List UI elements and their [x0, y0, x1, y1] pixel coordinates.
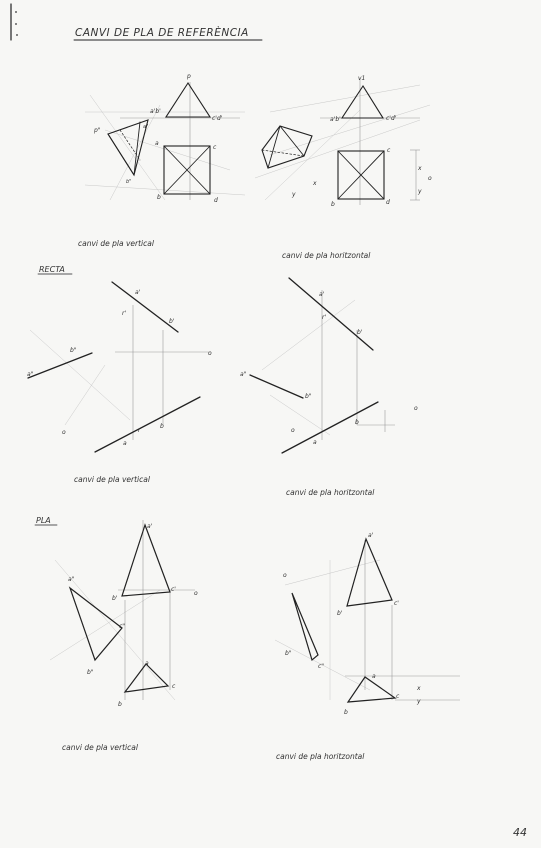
label-o-rl2: o [62, 429, 66, 436]
label-a: a [155, 140, 159, 147]
label-ab1: a'b' [150, 108, 161, 115]
figure-top-right [255, 75, 432, 208]
label-b1-pl: b' [112, 595, 118, 602]
caption-recta-left: canvi de pla vertical [74, 475, 150, 484]
label-y-pr: y [417, 698, 421, 705]
label-p: p [187, 73, 191, 80]
label-d: d [214, 197, 218, 204]
label-a-pl: a [145, 660, 149, 667]
label-pv: p" [94, 127, 101, 134]
label-b: b [157, 194, 161, 201]
label-a-pp-rl: a" [27, 371, 34, 378]
label-x-r2: x [313, 180, 317, 187]
caption-pla-right: canvi de pla horitzontal [276, 752, 365, 761]
label-b1-rr: b' [357, 329, 363, 336]
label-a1-pl: a' [147, 523, 153, 530]
figure-recta-right [240, 278, 418, 453]
label-cd1-r: c'd' [386, 115, 397, 122]
label-b1-rl: b' [169, 318, 175, 325]
label-b-rl: b [160, 423, 164, 430]
caption-top-left: canvi de pla vertical [78, 239, 154, 248]
label-o-r: o [428, 175, 432, 182]
page-number: 44 [513, 826, 527, 839]
label-a-rr: a [313, 439, 317, 446]
label-a-pp-rr: a" [240, 371, 247, 378]
section-recta: RECTA [39, 265, 65, 274]
label-c-r: c [387, 147, 391, 154]
label-c-pp-pl: c" [119, 623, 126, 630]
label-a1-rl: a' [135, 289, 141, 296]
section-pla: PLA [36, 516, 51, 525]
figure-pla-left [50, 520, 198, 708]
label-a-pr: a [372, 673, 376, 680]
label-c-pp-pr: c" [318, 663, 325, 670]
label-c-pr: c [396, 693, 400, 700]
label-y-r: y [418, 188, 422, 195]
label-x-pr: x [417, 685, 421, 692]
label-v1: v1 [358, 75, 366, 82]
label-o-rl: o [208, 350, 212, 357]
label-o-rr: o [291, 427, 295, 434]
label-r1-rl: r' [122, 310, 127, 317]
page-title: CANVI DE PLA DE REFERÈNCIA [75, 27, 249, 39]
caption-top-right: canvi de pla horitzontal [282, 251, 371, 260]
label-a-rl: a [123, 440, 127, 447]
label-o-pl: o [194, 590, 198, 597]
label-b1-pr: b' [337, 610, 343, 617]
label-c1-pr: c' [394, 600, 399, 607]
label-b-pl: b [118, 701, 122, 708]
label-b-pp-pr: b" [285, 650, 292, 657]
figure-pla-right [275, 532, 460, 716]
label-r1-rr: r' [322, 314, 327, 321]
label-y-r2: y [292, 191, 296, 198]
label-b-pp-rr: b" [305, 393, 312, 400]
caption-recta-right: canvi de pla horitzontal [286, 488, 375, 497]
figure-recta-left [27, 282, 212, 452]
label-cd1: c'd' [212, 115, 223, 122]
label-b-pp-pl: b" [87, 669, 94, 676]
label-b-r: b [331, 201, 335, 208]
label-r-rl: r [138, 427, 141, 434]
label-c: c [213, 144, 217, 151]
label-b-pr: b [344, 709, 348, 716]
label-o-rr2: o [414, 405, 418, 412]
label-a1-pr: a' [368, 532, 374, 539]
label-b-rr: b [355, 419, 359, 426]
label-a-pp: a" [143, 124, 149, 130]
binder-mark [11, 4, 18, 40]
label-b-pp: b" [126, 179, 132, 185]
label-c-pl: c [172, 683, 176, 690]
label-ab1-r: a'b' [330, 116, 341, 123]
label-c1-pl: c' [171, 586, 176, 593]
label-d-r: d [386, 199, 390, 206]
label-a1-rr: a' [319, 291, 325, 298]
label-b-pp-rl: b" [70, 347, 77, 354]
caption-pla-left: canvi de pla vertical [62, 743, 138, 752]
figure-top-left [85, 73, 245, 204]
label-a-pp-pl: a" [68, 576, 75, 583]
label-x-r: x [418, 165, 422, 172]
label-o-pr: o [283, 572, 287, 579]
